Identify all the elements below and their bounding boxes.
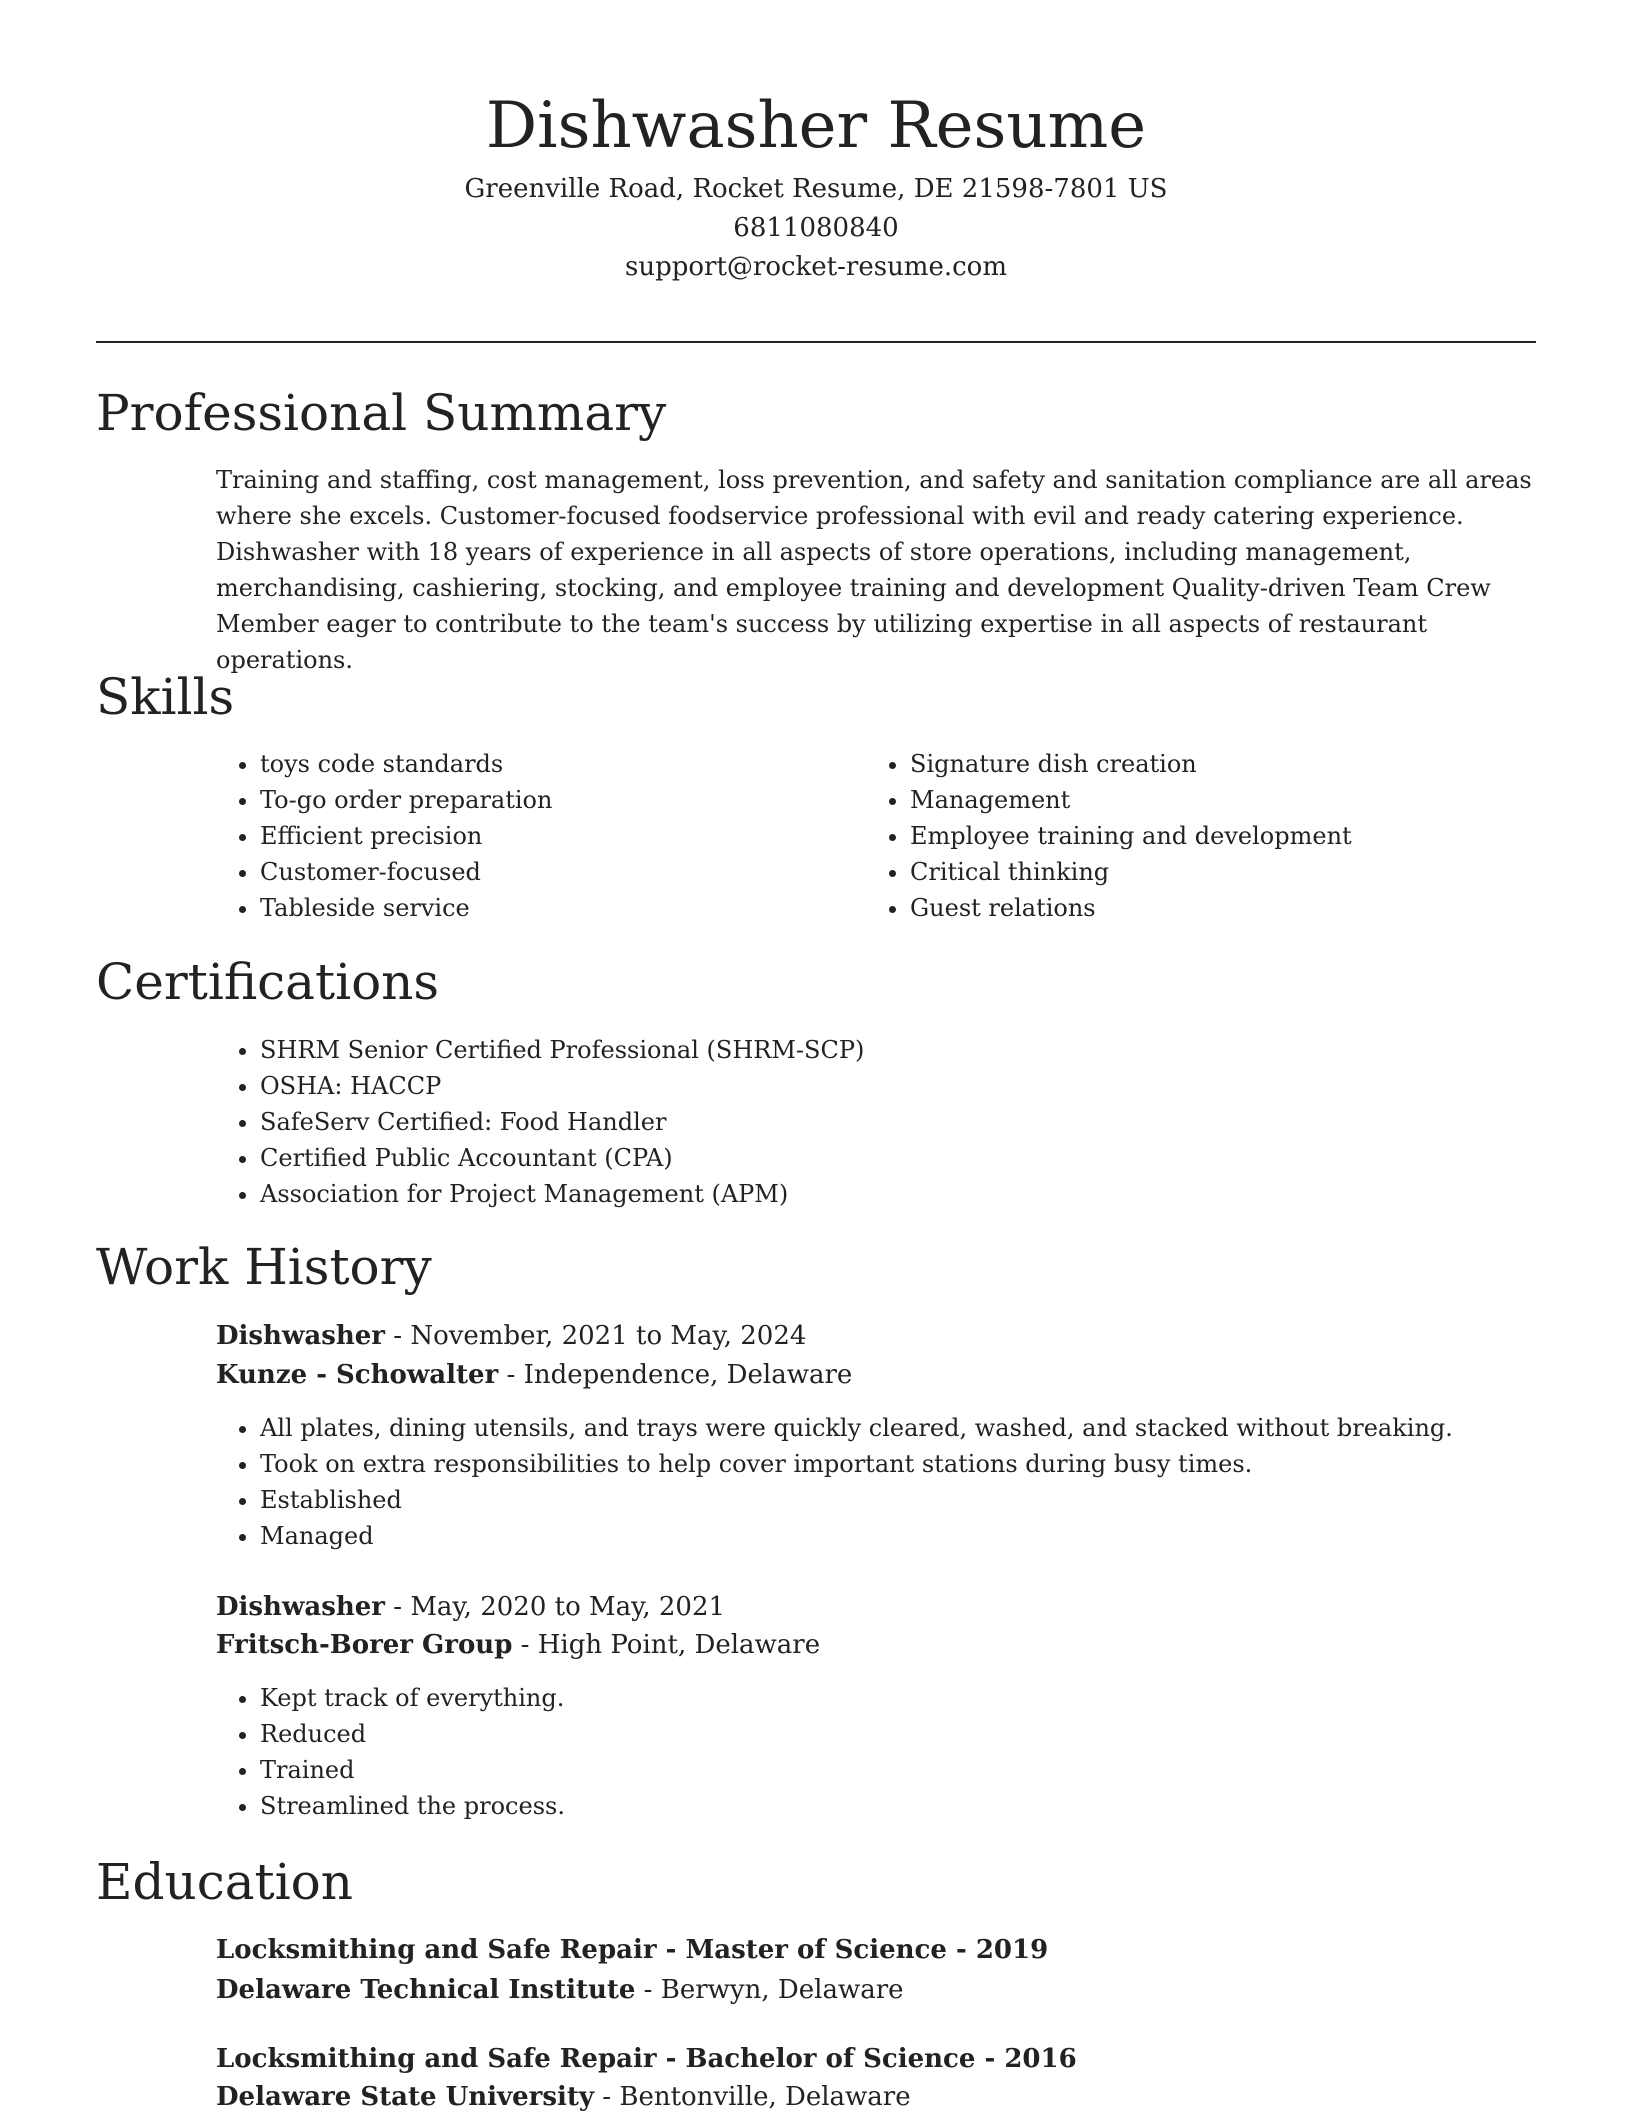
contact-address: Greenville Road, Rocket Resume, DE 21598-7801 US [464,174,1168,204]
contact-email: support@rocket-resume.com [624,252,1007,282]
list-item: • Critical thinking [910,854,1550,890]
list-item: • toys code standards [260,746,860,782]
certifications-list [216,1032,1540,1212]
list-item: • SafeServ Certified: Food Handler [260,1104,1540,1140]
list-item: • Association for Project Management (APM) [260,1176,1540,1212]
separator: - [656,2044,686,2074]
job-company-line [216,1356,852,1395]
separator: - [975,2044,1005,2074]
education-degree: Master of Science [685,1935,947,1965]
list-item: • Kept track of everything. [260,1680,1560,1716]
education-school-line [216,2078,911,2117]
separator: - [512,1630,538,1660]
education-heading: Education [96,1853,353,1911]
certifications-heading: Certifications [96,953,440,1011]
job-title: Dishwasher [216,1592,385,1622]
education-degree-line [216,1931,1048,1970]
skills-list-right [866,746,1550,926]
list-item: • SHRM Senior Certified Professional (SHRM-SCP) [260,1032,1540,1068]
list-item: • Signature dish creation [910,746,1550,782]
contact-phone: 6811080840 [733,213,899,243]
list-item: • Managed [260,1518,1560,1554]
job-bullets [216,1680,1560,1824]
list-item: • OSHA: HACCP [260,1068,1540,1104]
separator: - [946,1935,976,1965]
list-item: • Reduced [260,1716,1560,1752]
job-company: Kunze - Schowalter [216,1360,499,1390]
list-item: • Took on extra responsibilities to help cover important stations during busy times. [260,1446,1560,1482]
job-location: Independence, Delaware [523,1360,853,1390]
job-company-line [216,1626,820,1665]
resume-title: Dishwasher Resume [485,89,1147,163]
list-item: • Customer-focused [260,854,860,890]
summary-heading: Professional Summary [96,384,667,442]
education-school: Delaware Technical Institute [216,1975,636,2005]
job-title: Dishwasher [216,1321,385,1351]
education-school: Delaware State University [216,2082,595,2112]
separator: - [384,1321,411,1351]
separator: - [498,1360,524,1390]
separator: - [656,1935,686,1965]
list-item: • Established [260,1482,1560,1518]
education-field: Locksmithing and Safe Repair [216,2044,657,2074]
skills-heading: Skills [96,668,235,726]
education-field: Locksmithing and Safe Repair [216,1935,657,1965]
education-year: 2016 [1004,2044,1077,2074]
job-company: Fritsch-Borer Group [216,1630,513,1660]
education-year: 2019 [975,1935,1049,1965]
work-history-heading: Work History [96,1238,432,1296]
resume-header [96,82,1536,287]
list-item: • Trained [260,1752,1560,1788]
education-degree-line [216,2040,1077,2079]
list-item: • Efficient precision [260,818,860,854]
job-location: High Point, Delaware [537,1630,821,1660]
job-dates: November, 2021 to May, 2024 [410,1321,807,1351]
job-bullets [216,1410,1560,1554]
list-item: • All plates, dining utensils, and trays were quickly cleared, washed, and stacked without breaking. [260,1410,1560,1446]
job-title-line [216,1317,806,1356]
education-degree: Bachelor of Science [685,2044,976,2074]
list-item: • Employee training and development [910,818,1550,854]
separator: - [594,2082,620,2112]
list-item: • Guest relations [910,890,1550,926]
education-location: Bentonville, Delaware [619,2082,911,2112]
list-item: • To-go order preparation [260,782,860,818]
job-dates: May, 2020 to May, 2021 [410,1592,726,1622]
education-location: Berwyn, Delaware [660,1975,904,2005]
summary-text: Training and staffing, cost management, loss prevention, and safety and sanitation compliance are all areas where she excels. Customer-focused foodservice professional with evil and ready catering experience. Dishwasher with 18 years of experience in all aspects of store operations, including management, merchandising, cashiering, stocking, and employee training and development Quality-driven Team Crew Member eager to contribute to the team's success by utilizing expertise in all aspects of restaurant operations. [216,466,1532,674]
job-title-line [216,1588,725,1627]
header-divider [96,341,1536,343]
separator: - [635,1975,661,2005]
education-school-line [216,1971,904,2010]
skills-list-left [216,746,860,926]
list-item: • Certified Public Accountant (CPA) [260,1140,1540,1176]
separator: - [384,1592,411,1622]
list-item: • Tableside service [260,890,860,926]
list-item: • Streamlined the process. [260,1788,1560,1824]
list-item: • Management [910,782,1550,818]
